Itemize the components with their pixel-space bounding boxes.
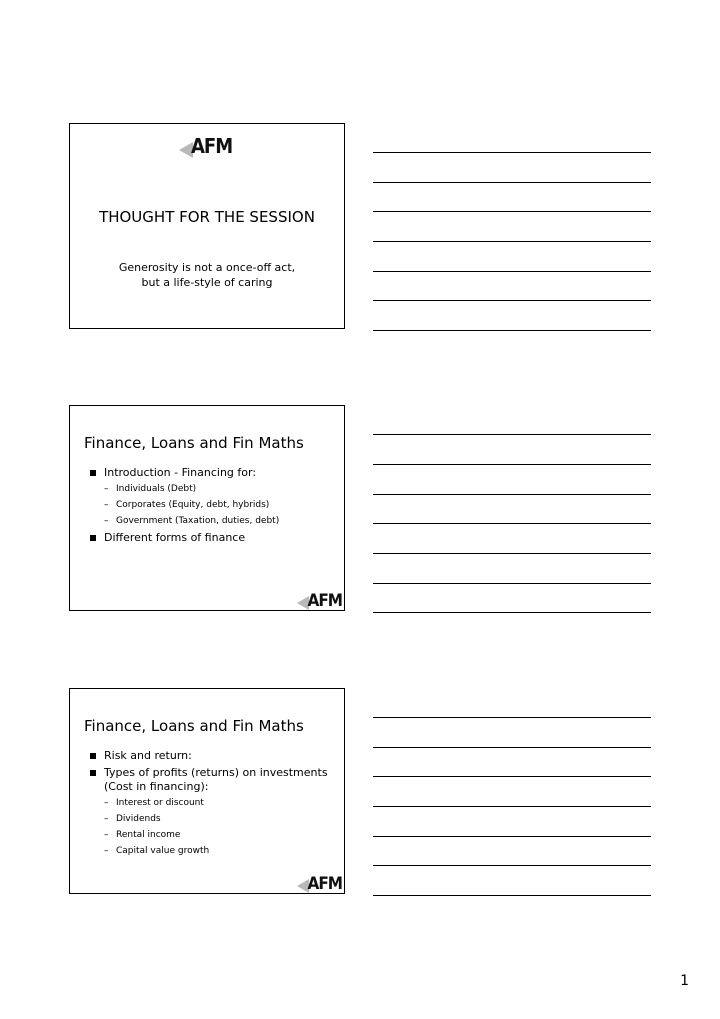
dash-bullet-icon: – [104,846,109,856]
sub-bullet-item [90,515,334,528]
dash-bullet-icon: – [104,814,109,824]
notes-line [373,717,651,718]
slide-title: Finance, Loans and Fin Maths [84,717,304,735]
notes-line [373,612,651,613]
sub-bullet-text: Dividends [116,814,161,824]
quote-line: but a life-style of caring [141,276,273,289]
sub-bullet-text: Individuals (Debt) [116,484,197,494]
slide-risk-and-return [69,688,345,894]
afm-logo [191,136,232,156]
bullet-item [90,749,334,763]
square-bullet-icon [90,753,96,759]
slide-title: THOUGHT FOR THE SESSION [99,208,315,226]
square-bullet-icon [90,535,96,541]
bullet-text: Risk and return: [104,749,192,762]
bullet-text: Different forms of finance [104,531,246,544]
notes-line [373,747,651,748]
afm-logo [307,593,342,610]
quote-line: Generosity is not a once-off act, [118,261,296,274]
notes-line [373,182,651,183]
notes-line [373,464,651,465]
square-bullet-icon [90,770,96,776]
notes-line [373,553,651,554]
sub-bullet-text: Rental income [116,830,181,840]
sub-bullet-item [90,829,334,842]
bullet-list [90,466,334,548]
notes-line [373,494,651,495]
notes-line [373,271,651,272]
notes-line [373,836,651,837]
dash-bullet-icon: – [104,798,109,808]
notes-line [373,806,651,807]
sub-bullet-text: Corporates (Equity, debt, hybrids) [116,500,270,510]
sub-bullet-text: Capital value growth [116,846,210,856]
sub-bullet-item [90,797,334,810]
notes-line [373,241,651,242]
notes-line [373,895,651,896]
logo-text: AFM [307,591,342,611]
bullet-text: Types of profits (returns) on investments (Cost in financing): [104,766,328,793]
dash-bullet-icon: – [104,500,109,510]
notes-line [373,865,651,866]
sub-bullet-item [90,483,334,496]
sub-bullet-item [90,813,334,826]
sub-bullet-item [90,499,334,512]
bullet-list [90,749,334,861]
notes-line [373,434,651,435]
notes-line [373,583,651,584]
logo-text: AFM [191,134,233,158]
bullet-item [90,531,334,545]
logo-text: AFM [307,874,342,894]
page-number: 1 [680,973,689,989]
slide-finance-intro [69,405,345,611]
slide-title: Finance, Loans and Fin Maths [84,434,304,452]
bullet-item [90,766,334,794]
dash-bullet-icon: – [104,830,109,840]
dash-bullet-icon: – [104,516,109,526]
notes-line [373,523,651,524]
notes-line [373,211,651,212]
notes-line [373,776,651,777]
bullet-text: Introduction - Financing for: [104,466,257,479]
notes-line [373,300,651,301]
sub-bullet-item [90,845,334,858]
bullet-item [90,466,334,480]
sub-bullet-text: Government (Taxation, duties, debt) [116,516,280,526]
notes-line [373,330,651,331]
slide-thought-for-the-session [69,123,345,329]
dash-bullet-icon: – [104,484,109,494]
afm-logo [307,876,342,893]
quote [70,260,344,290]
notes-line [373,152,651,153]
square-bullet-icon [90,470,96,476]
sub-bullet-text: Interest or discount [116,798,204,808]
